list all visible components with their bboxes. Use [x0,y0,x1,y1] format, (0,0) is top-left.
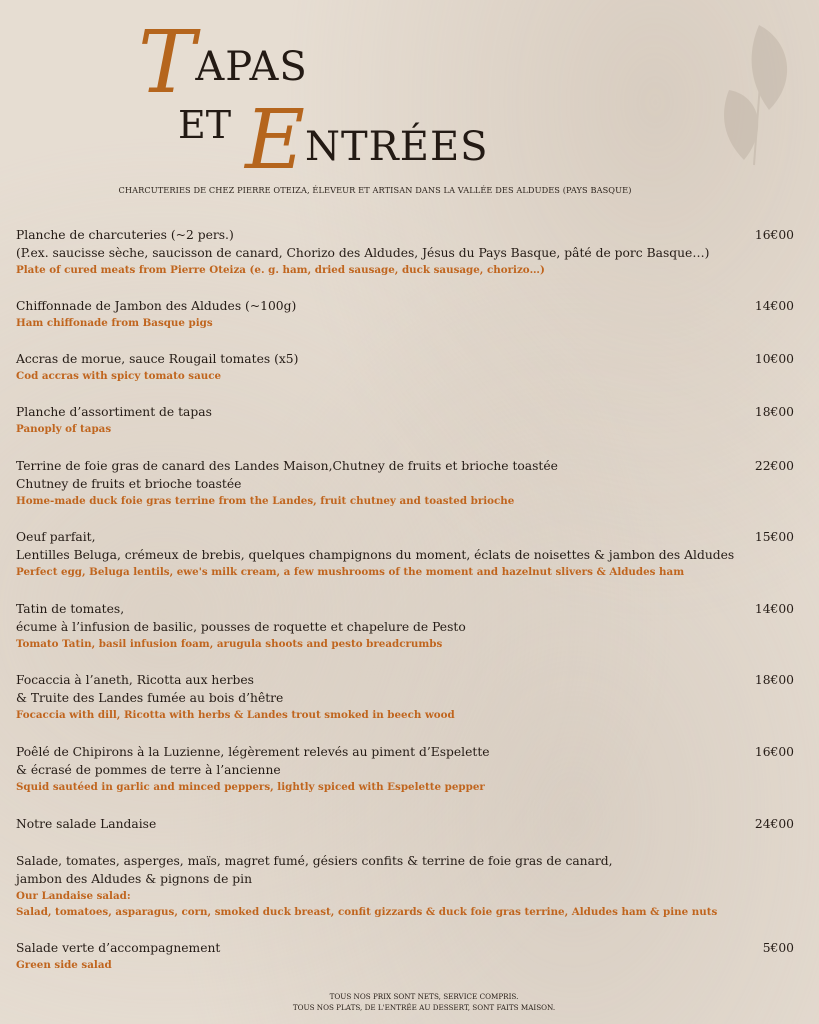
menu-item [16,600,794,652]
footer-notes [0,991,819,1013]
footer-line-prices: TOUS NOS PRIX SONT NETS, SERVICE COMPRIS. [329,992,519,1001]
dish-name-fr: Lentilles Beluga, crémeux de brebis, quelques champignons du moment, éclats de noisettes & jambon des Aldudes [16,548,735,562]
title-et: ET [178,103,232,147]
dish-description-en: Squid sautéed in garlic and minced peppers, lightly spiced with Espelette pepper [16,781,485,793]
dish-description-en: Our Landaise salad: [16,890,131,902]
dish-name-fr: Tatin de tomates, [16,602,125,616]
dish-price: 14€00 [754,602,794,616]
dish-description-en: Ham chiffonade from Basque pigs [16,317,213,329]
dish-name-fr: Salade, tomates, asperges, maïs, magret fumé, gésiers confits & terrine de foie gras de canard, [16,854,613,868]
dish-name-fr: Terrine de foie gras de canard des Landes Maison,Chutney de fruits et brioche toastée [16,459,558,473]
title-initial-t: T [138,13,196,113]
dish-name-fr: Salade verte d’accompagnement [16,941,221,955]
menu-item [16,815,794,833]
dish-description-en: Panoply of tapas [16,423,112,435]
dish-price: 18€00 [754,405,794,419]
dish-price: 16€00 [754,228,794,242]
dish-name-fr: écume à l’infusion de basilic, pousses de roquette et chapelure de Pesto [16,620,466,634]
dish-description-en: Green side salad [16,959,112,971]
title-initial-e: E [245,93,305,188]
dish-description-en: Cod accras with spicy tomato sauce [16,370,222,382]
dish-description-en: Focaccia with dill, Ricotta with herbs & Landes trout smoked in beech wood [16,709,455,721]
title-entrees [178,93,489,188]
dish-description-en: Perfect egg, Beluga lentils, ewe's milk cream, a few mushrooms of the moment and hazelnut slivers & Aldudes ham [16,566,685,578]
dish-price: 22€00 [754,459,794,473]
menu-item [16,671,794,723]
dish-price: 18€00 [754,673,794,687]
dish-description-en: Home-made duck foie gras terrine from the Landes, fruit chutney and toasted brioche [16,495,515,507]
dish-price: 24€00 [754,817,794,831]
menu-item [16,226,794,278]
dish-price: 16€00 [754,745,794,759]
dish-price: 15€00 [754,530,794,544]
dish-description-en: Tomato Tatin, basil infusion foam, arugula shoots and pesto breadcrumbs [16,638,443,650]
dish-price: 10€00 [754,352,794,366]
menu-item [16,403,794,437]
dish-name-fr: Notre salade Landaise [16,817,157,831]
dish-description-en: Salad, tomatoes, asparagus, corn, smoked duck breast, confit gizzards & duck foie gras terrine, Aldudes ham & pine nuts [16,906,718,918]
menu-item [16,743,794,795]
dish-name-fr: Chiffonnade de Jambon des Aldudes (~100g) [16,299,297,313]
dish-name-fr: jambon des Aldudes & pignons de pin [16,872,253,886]
dish-name-fr: Focaccia à l’aneth, Ricotta aux herbes [16,673,254,687]
menu-item [16,350,794,384]
dish-name-fr: Planche d’assortiment de tapas [16,405,212,419]
dish-price: 5€00 [762,941,794,955]
dish-name-fr: Oeuf parfait, [16,530,96,544]
dish-name-fr: (P.ex. saucisse sèche, saucisson de canard, Chorizo des Aldudes, Jésus du Pays Basque, pâté de porc Basque…) [16,246,710,260]
dish-name-fr: Accras de morue, sauce Rougail tomates (x5) [16,352,299,366]
menu-item [16,528,794,580]
dish-name-fr: Planche de charcuteries (~2 pers.) [16,228,234,242]
dish-name-fr: Poêlé de Chipirons à la Luzienne, légèrement relevés au piment d’Espelette [16,745,490,759]
menu-item [16,457,794,509]
menu-item [16,297,794,331]
dish-price: 14€00 [754,299,794,313]
menu-item [16,939,794,973]
dish-description-en: Plate of cured meats from Pierre Oteiza (e. g. ham, dried sausage, duck sausage, chorizo…) [16,264,545,276]
leaf-decoration-icon [699,20,809,170]
footer-line-homemade: TOUS NOS PLATS, DE L'ENTRÉE AU DESSERT, SONT FAITS MAISON. [292,1003,556,1012]
subtitle: CHARCUTERIES DE CHEZ PIERRE OTEIZA, ÉLEVEUR ET ARTISAN DANS LA VALLÉE DES ALDUDES (PAYS BASQUE) [118,185,632,195]
dish-name-fr: Chutney de fruits et brioche toastée [16,477,242,491]
menu-item [16,852,794,920]
title-tapas-rest: APAS [195,44,308,90]
dish-name-fr: & Truite des Landes fumée au bois d’hêtre [16,691,284,705]
title-entrees-rest: NTRÉES [304,124,489,170]
dish-name-fr: & écrasé de pommes de terre à l’ancienne [16,763,281,777]
